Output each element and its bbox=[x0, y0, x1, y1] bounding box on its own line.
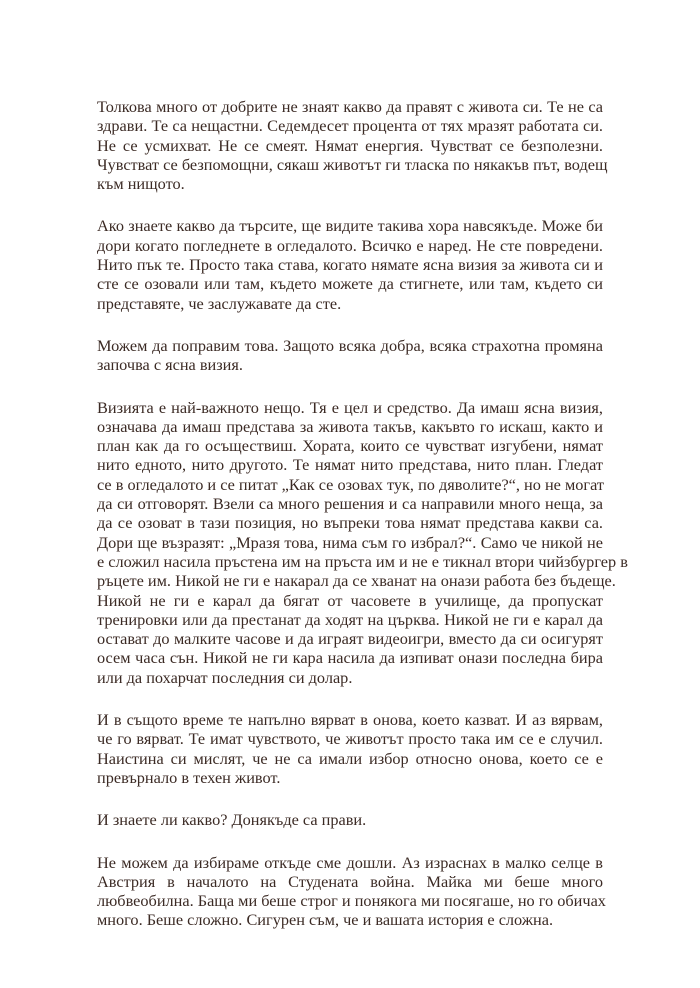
paragraph bbox=[97, 397, 628, 687]
paragraph bbox=[97, 97, 608, 194]
paragraph bbox=[97, 810, 603, 829]
text-line: остават до малките часове и да играят видеоигри, вместо да си осигурят bbox=[97, 629, 603, 649]
text-line: план как да го осъществиш. Хората, които се чувстват изгубени, нямат bbox=[97, 436, 603, 456]
text-line: Наистина си мислят, че не са имали избор относно онова, което се е bbox=[97, 748, 603, 768]
text-line: сте се озовали или там, където можете да стигнете, или там, където си bbox=[97, 274, 603, 294]
text-line: здрави. Те са нещастни. Седемдесет процента от тях мразят работата си. bbox=[97, 116, 603, 136]
text-line: превърнало в техен живот. bbox=[97, 767, 281, 787]
text-line: Ако знаете какво да търсите, ще видите такива хора навсякъде. Може би bbox=[97, 216, 603, 236]
paragraph bbox=[97, 852, 606, 930]
text-line: означава да имаш представа за живота такъв, какъвто го искаш, както и bbox=[97, 416, 603, 436]
text-line: да си отговорят. Взели са много решения и са направили много неща, за bbox=[97, 494, 603, 514]
text-line: Не можем да избираме откъде сме дошли. Аз израснах в малко селце в bbox=[97, 852, 603, 872]
text-line: осем часа сън. Никой не ги кара насила да изпиват онази последна бира bbox=[97, 648, 603, 668]
text-line: тренировки или да престанат да ходят на църква. Никой не ги е карал да bbox=[97, 609, 603, 629]
text-line: Можем да поправим това. Защото всяка добра, всяка страхотна промяна bbox=[97, 335, 603, 355]
text-line: И знаете ли какво? Донякъде са прави. bbox=[97, 810, 367, 830]
text-line: към нищото. bbox=[97, 174, 185, 194]
text-line: представяте, че заслужавате да сте. bbox=[97, 293, 342, 313]
paragraph bbox=[97, 216, 603, 312]
document-page bbox=[97, 97, 628, 953]
text-line: нито едното, нито другото. Те нямат нито представа, нито план. Гледат bbox=[97, 455, 603, 475]
text-line: дори когато погледнете в огледалото. Всичко е наред. Не сте повредени. bbox=[97, 235, 603, 255]
text-line: Нито пък те. Просто така става, когато нямате ясна визия за живота си и bbox=[97, 255, 603, 275]
text-line: се в огледалото и се питат „Как се озовах тук, по дяволите?“, но не могат bbox=[97, 474, 605, 494]
text-line: любвеобилна. Баща ми беше строг и понякога ми посягаше, но го обичах bbox=[97, 891, 606, 911]
text-line: Визията е най-важното нещо. Тя е цел и средство. Да имаш ясна визия, bbox=[97, 397, 603, 417]
text-line: че го вярват. Те имат чувството, че животът просто така им се е случил. bbox=[97, 729, 603, 749]
text-line: е сложил насила пръстена им на пръста им и не е тикнал втори чийзбургер в bbox=[97, 551, 628, 571]
text-line: много. Беше сложно. Сигурен съм, че и вашата история е сложна. bbox=[97, 910, 554, 930]
paragraph bbox=[97, 336, 603, 375]
text-line: да се озоват в тази позиция, но въпреки това нямат представа какви са. bbox=[97, 513, 603, 533]
text-line: ръцете им. Никой не ги е накарал да се хванат на онази работа без бъдеще. bbox=[97, 571, 616, 591]
text-line: И в същото време те напълно вярват в онова, което казват. И аз вярвам, bbox=[97, 710, 603, 730]
text-line: или да похарчат последния си долар. bbox=[97, 667, 353, 687]
paragraph bbox=[97, 710, 603, 787]
text-line: Не се усмихват. Не се смеят. Нямат енергия. Чувстват се безполезни. bbox=[97, 135, 603, 155]
text-line: Дори ще възразят: „Мразя това, нима съм го избрал?“. Само че никой не bbox=[97, 532, 603, 552]
text-line: започва с ясна визия. bbox=[97, 355, 243, 375]
text-line: Австрия в началото на Студената война. Майка ми беше много bbox=[97, 871, 603, 891]
text-line: Чувстват се безпомощни, сякаш животът ги тласка по някакъв път, водещ bbox=[97, 154, 608, 174]
text-line: Никой не ги е карал да бягат от часовете в училище, да пропускат bbox=[97, 590, 603, 610]
text-line: Толкова много от добрите не знаят какво да правят с живота си. Те не са bbox=[97, 97, 603, 116]
